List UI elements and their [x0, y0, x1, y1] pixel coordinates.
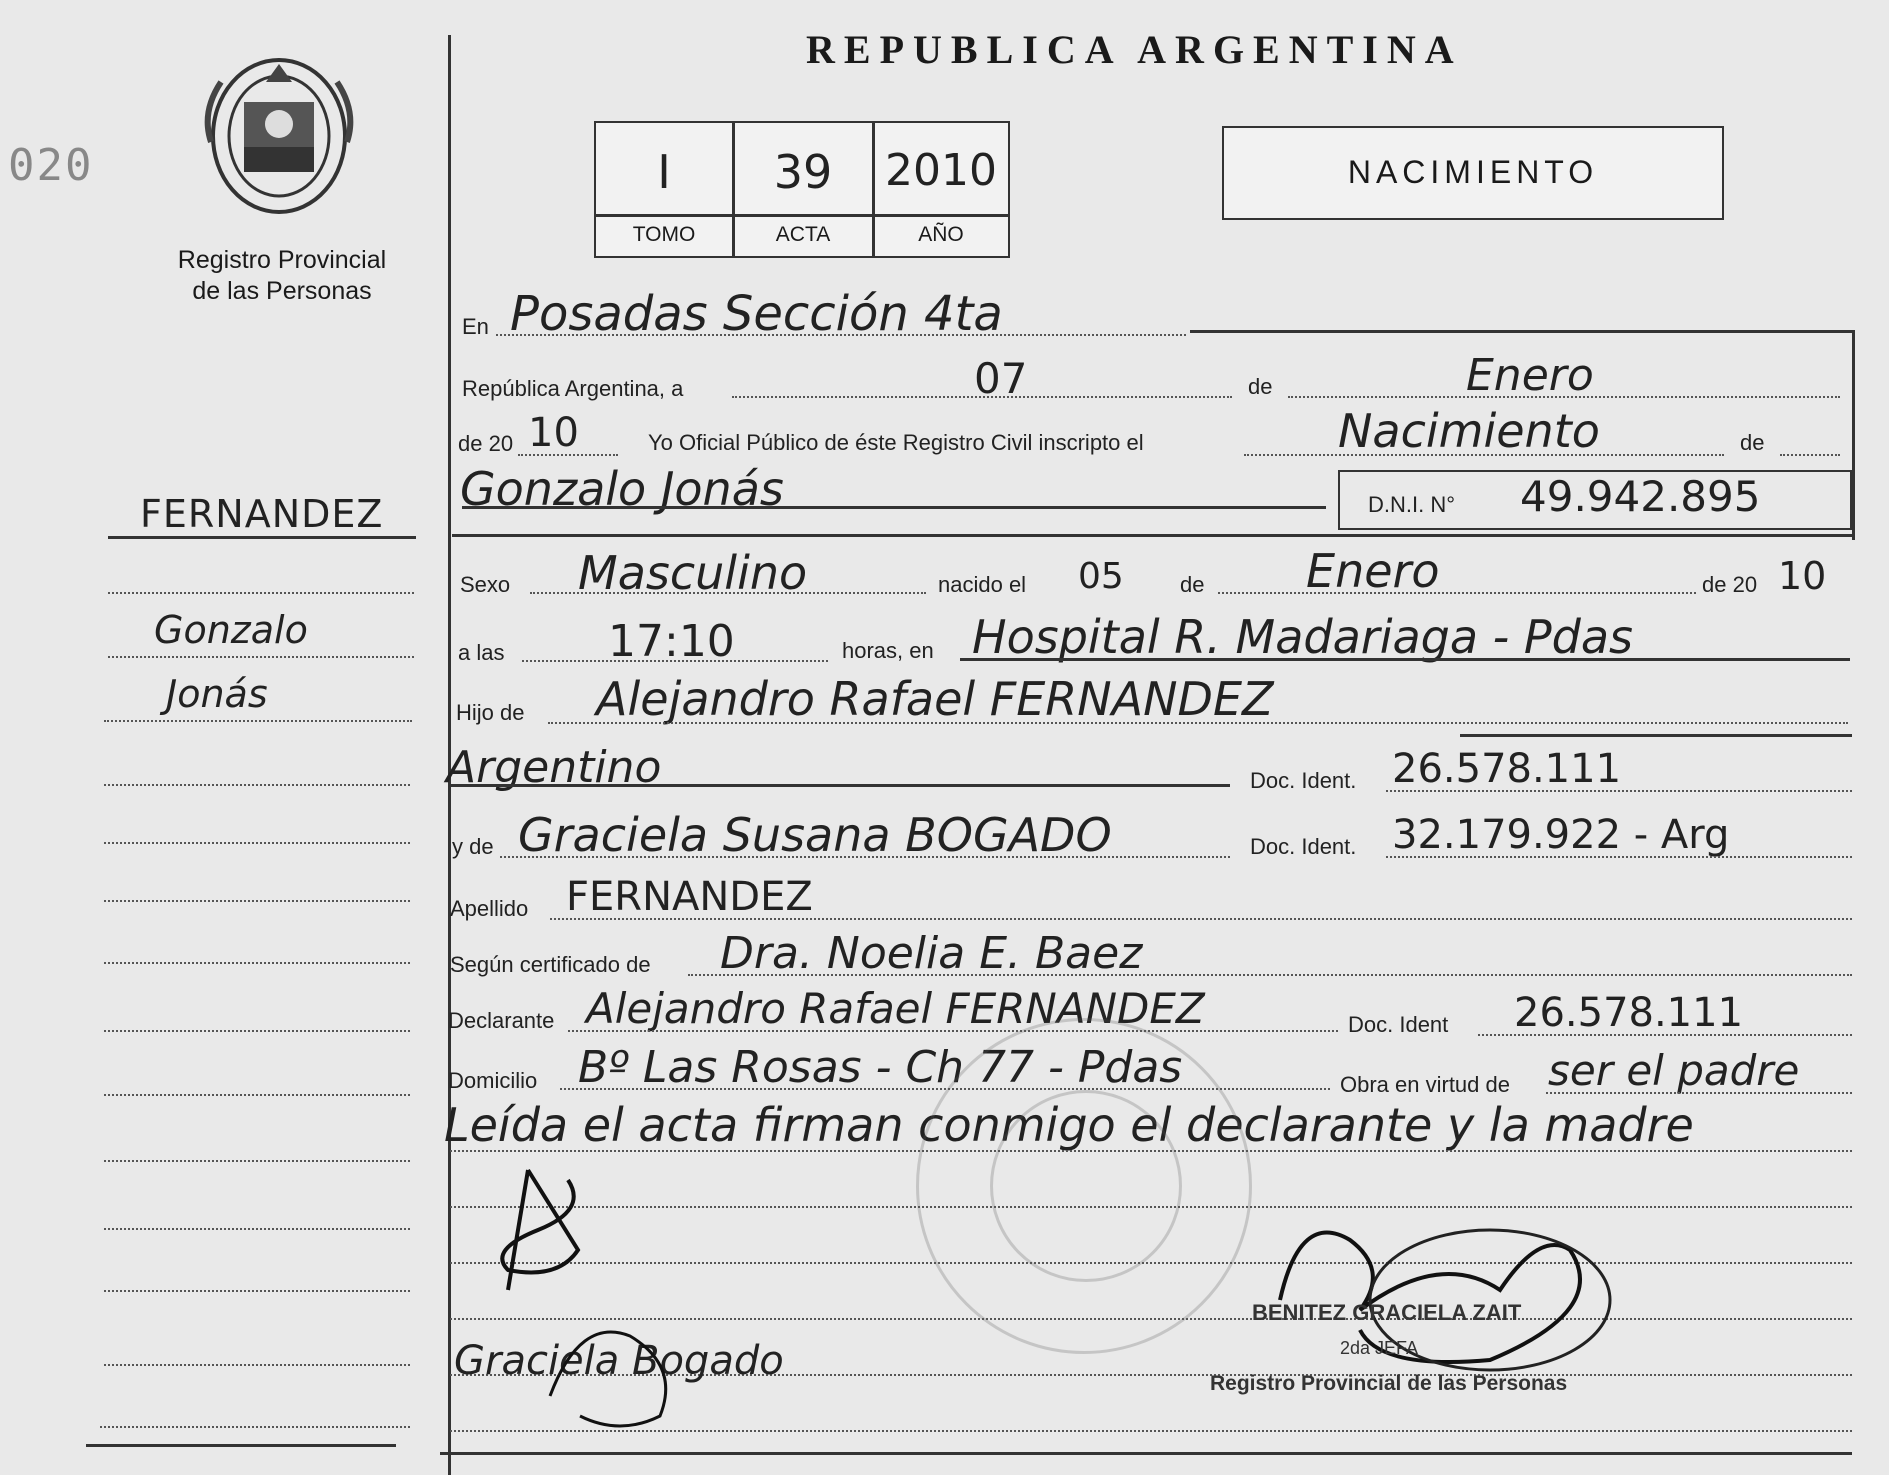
registration-year-suffix: 10	[528, 410, 579, 456]
label-de20-2: de 20	[1702, 572, 1758, 597]
form-line	[522, 660, 828, 662]
form-rule	[1190, 330, 1852, 333]
form-line	[1386, 790, 1852, 792]
form-line	[518, 454, 618, 456]
label-doc-ident: Doc. Ident.	[1250, 768, 1357, 793]
margin-first-name: Gonzalo	[154, 608, 308, 652]
label-domicilio: Domicilio	[448, 1068, 538, 1093]
legal-capacity: ser el padre	[1548, 1046, 1800, 1095]
registry-stamp-inner	[990, 1090, 1182, 1282]
label-yde: y de	[452, 834, 494, 859]
label-alas: a las	[458, 640, 505, 665]
margin-rule-bottom	[86, 1444, 396, 1447]
label-dni: D.N.I. N°	[1368, 492, 1456, 517]
sex: Masculino	[578, 546, 808, 600]
father-document: 26.578.111	[1392, 746, 1622, 792]
anio-label: AÑO	[918, 223, 964, 246]
label-doc-ident-3: Doc. Ident	[1348, 1012, 1449, 1037]
official-stamp-name: BENITEZ GRACIELA ZAIT	[1252, 1300, 1522, 1325]
mother-document: 32.179.922 - Arg	[1392, 812, 1730, 858]
surname: FERNANDEZ	[566, 874, 813, 920]
margin-line	[104, 1030, 410, 1032]
mother-name: Graciela Susana BOGADO	[518, 808, 1112, 862]
form-rule	[452, 534, 1852, 537]
document-type-box	[1222, 126, 1724, 220]
margin-line	[104, 720, 412, 722]
label-en: En	[462, 314, 489, 339]
margin-line	[104, 1228, 410, 1230]
form-rule	[450, 784, 1230, 787]
label-de-3: de	[1180, 572, 1205, 597]
form-line	[1218, 592, 1696, 594]
registry-name-line2: de las Personas	[192, 277, 372, 305]
registration-month: Enero	[1466, 350, 1594, 401]
label-de20: de 20	[458, 431, 514, 456]
label-horas: horas, en	[842, 638, 934, 663]
address: Bº Las Rosas - Ch 77 - Pdas	[578, 1042, 1183, 1093]
form-line	[550, 918, 1852, 920]
dni-number: 49.942.895	[1520, 472, 1761, 521]
label-obra: Obra en virtud de	[1340, 1072, 1510, 1097]
official-stamp-title: 2da JEFA	[1340, 1338, 1419, 1358]
label-apellido: Apellido	[450, 896, 529, 921]
birth-month: Enero	[1306, 544, 1440, 598]
form-line	[530, 592, 926, 594]
birth-time: 17:10	[608, 616, 735, 667]
form-line	[1780, 454, 1840, 456]
dni-box	[1338, 470, 1852, 530]
page-number: 020	[8, 140, 94, 191]
form-line	[568, 1030, 1338, 1032]
label-sexo: Sexo	[460, 572, 511, 597]
margin-line	[104, 842, 410, 844]
birth-year-suffix: 10	[1778, 554, 1827, 598]
declarant-signature	[468, 1160, 618, 1310]
form-line	[1386, 856, 1852, 858]
form-line	[1478, 1034, 1852, 1036]
form-line	[496, 334, 1186, 336]
closing-statement: Leída el acta firman conmigo el declarante y la madre	[444, 1098, 1694, 1152]
label-hijo: Hijo de	[456, 700, 525, 725]
margin-line	[104, 784, 410, 786]
margin-line	[100, 1426, 410, 1428]
margin-surname: FERNANDEZ	[140, 492, 384, 536]
father-nationality: Argentino	[446, 742, 662, 793]
record-box	[594, 121, 1010, 258]
margin-line	[104, 900, 410, 902]
official-stamp-registry: Registro Provincial de las Personas	[1210, 1372, 1568, 1395]
country-title: REPUBLICA ARGENTINA	[806, 27, 1463, 72]
label-declarante: Declarante	[448, 1008, 555, 1033]
label-nacido: nacido el	[938, 572, 1027, 597]
mother-signature: Graciela Bogado	[454, 1338, 784, 1384]
margin-line	[104, 1290, 410, 1292]
form-rule-bottom	[440, 1452, 1852, 1455]
registry-name-line1: Registro Provincial	[177, 246, 387, 274]
margin-second-name: Jonás	[166, 672, 268, 716]
margin-line	[104, 1094, 410, 1096]
margin-line	[104, 1364, 410, 1366]
label-de-2: de	[1740, 430, 1765, 455]
declarant-document: 26.578.111	[1514, 990, 1744, 1036]
tomo-value: I	[657, 145, 671, 199]
margin-line	[104, 1160, 410, 1162]
form-right-border	[1852, 330, 1855, 540]
form-line	[500, 856, 1230, 858]
label-segun: Según certificado de	[450, 952, 651, 977]
birth-day: 05	[1078, 556, 1124, 597]
label-de: de	[1248, 374, 1273, 399]
certifying-doctor: Dra. Noelia E. Baez	[720, 928, 1143, 979]
form-line	[1546, 1092, 1852, 1094]
registration-day: 07	[974, 354, 1028, 403]
birth-place: Hospital R. Madariaga - Pdas	[972, 610, 1633, 664]
margin-rule-1	[108, 536, 416, 539]
acta-label: ACTA	[775, 223, 831, 246]
label-doc-ident-2: Doc. Ident.	[1250, 834, 1357, 859]
form-line	[688, 974, 1852, 976]
province-seal-icon	[196, 52, 362, 220]
tomo-label: TOMO	[632, 223, 696, 246]
margin-line	[108, 592, 414, 594]
father-name: Alejandro Rafael FERNANDEZ	[596, 672, 1274, 726]
anio-value: 2010	[885, 145, 997, 196]
form-rule	[462, 506, 1326, 509]
acta-value: 39	[773, 145, 833, 199]
form-line	[548, 722, 1848, 724]
act-type: Nacimiento	[1338, 404, 1600, 458]
margin-line	[108, 656, 414, 658]
child-name: Gonzalo Jonás	[460, 462, 784, 516]
declarant-name: Alejandro Rafael FERNANDEZ	[586, 984, 1205, 1033]
official-statement: Yo Oficial Público de éste Registro Civil inscripto el	[648, 430, 1144, 455]
form-rule	[960, 658, 1850, 661]
mother-signature-flourish	[540, 1306, 750, 1436]
registry-place: Posadas Sección 4ta	[510, 286, 1003, 342]
official-signature	[1240, 1190, 1640, 1380]
margin-line	[104, 962, 410, 964]
label-republica: República Argentina, a	[462, 376, 684, 401]
form-rule	[1460, 734, 1852, 737]
document-type: NACIMIENTO	[1347, 154, 1599, 190]
